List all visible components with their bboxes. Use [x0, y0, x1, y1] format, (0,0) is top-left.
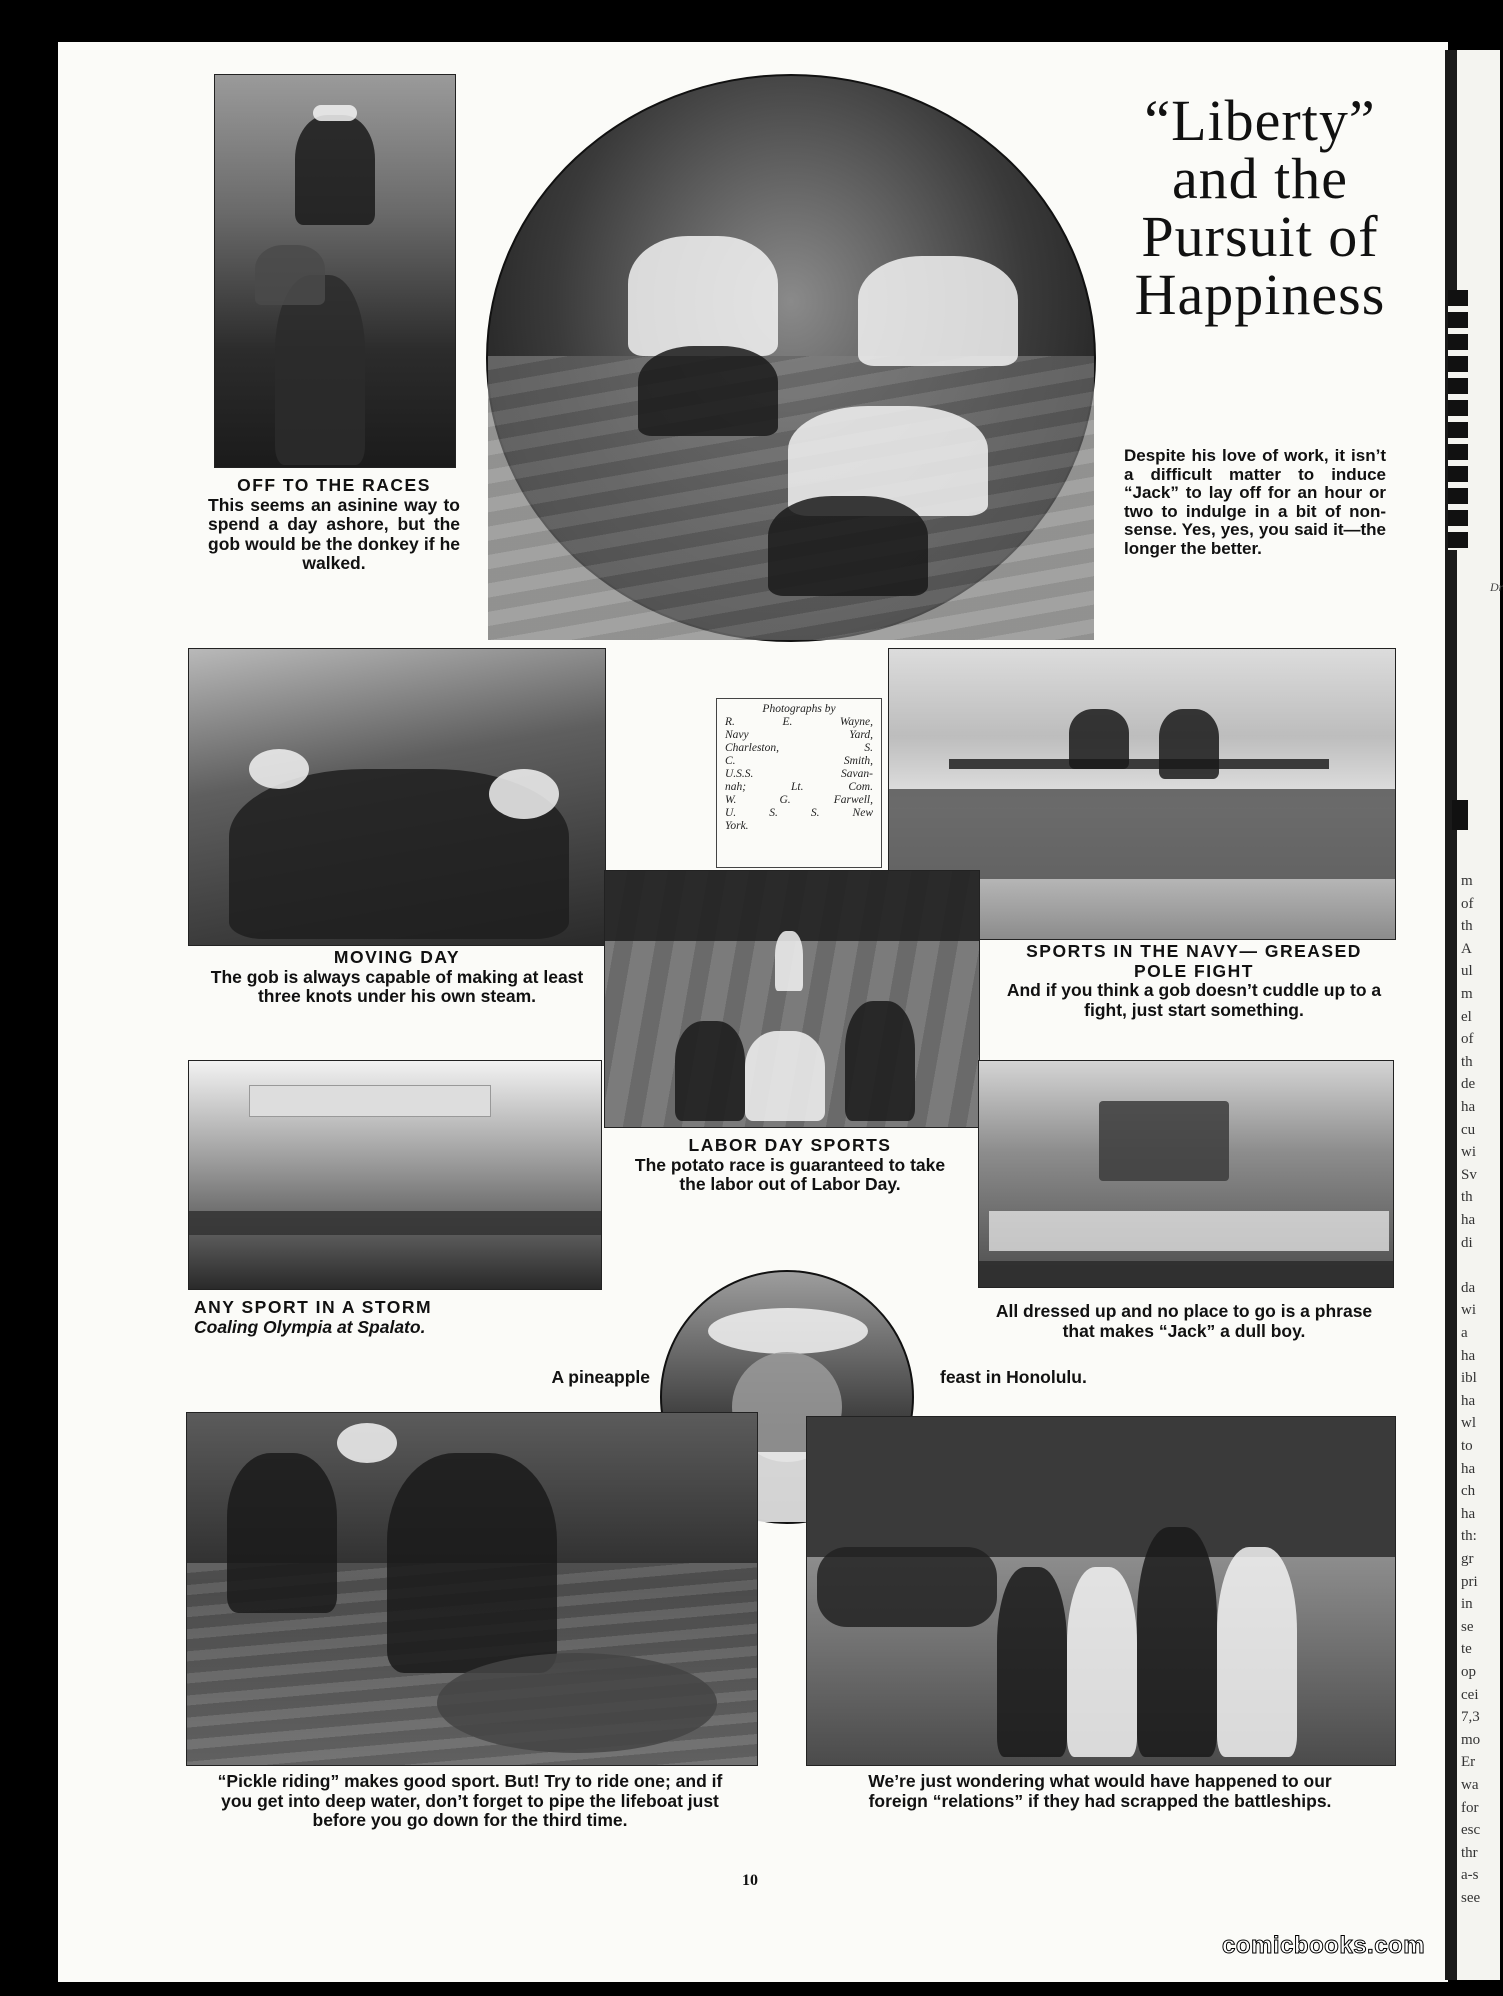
facing-page-fragment: wa: [1461, 1777, 1479, 1793]
facing-page-fragment: of: [1461, 1031, 1474, 1048]
photo-credits-text: [725, 703, 873, 833]
photo-credits-box: [716, 698, 882, 868]
facing-page-fragment: m: [1461, 873, 1473, 889]
caption-moving-day: [192, 948, 602, 1007]
facing-page-fragment: mo: [1461, 1731, 1481, 1748]
caption-body: The gob is always capable of making at least three knots under his own steam.: [210, 966, 584, 1006]
facing-page-fragment: se: [1461, 1618, 1474, 1635]
credit-line: Charleston, S.: [725, 742, 873, 754]
facing-page-fragment: op: [1461, 1664, 1476, 1680]
title-line-1: “Liberty”: [1144, 88, 1376, 153]
facing-page-fragment: ha: [1461, 1347, 1476, 1364]
site-watermark: comicbooks.com: [1222, 1932, 1426, 1959]
photo-labor-day-potato-race: [604, 870, 980, 1128]
facing-page-fragment: da: [1461, 1279, 1476, 1296]
caption-foreign-relations: We’re just wondering what would have happened to our foreign “relations” if they had scrapped the battleships.: [868, 1771, 1332, 1811]
facing-page-fragment: ha: [1461, 1460, 1476, 1477]
credit-line: Navy Yard,: [725, 729, 873, 741]
facing-page-fragment: in: [1461, 1596, 1473, 1613]
facing-page-label: Dr: [1490, 580, 1503, 594]
facing-page-fragment: m: [1461, 986, 1473, 1002]
caption-heading: MOVING DAY: [333, 947, 461, 967]
facing-page-fragment: to: [1461, 1438, 1473, 1454]
caption-labor-day-sports: [624, 1136, 956, 1195]
caption-heading: SPORTS IN THE NAVY— GREASED POLE FIGHT: [1026, 941, 1362, 981]
facing-page-fragment: cei: [1461, 1686, 1479, 1703]
page-number: 10: [742, 1872, 758, 1889]
facing-page-fragment: ha: [1461, 1392, 1476, 1409]
photo-sailor-on-donkey: [214, 74, 456, 468]
caption-heading: LABOR DAY SPORTS: [688, 1135, 892, 1155]
facing-page-fragment: ibl: [1461, 1370, 1477, 1387]
facing-page-fragment: th:: [1461, 1528, 1477, 1545]
credit-line: U. S. S. New: [725, 807, 873, 819]
facing-page-fragment: th: [1461, 918, 1473, 935]
facing-page-fragment: ha: [1461, 1099, 1476, 1115]
photo-coaling-olympia: [188, 1060, 602, 1290]
intro-paragraph: Despite his love of work, it isn’t a difficult matter to induce “Jack” to lay off for an hour or two to indulge in a bit of non-sense. Yes, yes, you said it—the longer the better.: [1124, 446, 1386, 558]
caption-any-sport-in-a-storm: [194, 1298, 564, 1337]
facing-page-fragment: Sv: [1461, 1166, 1477, 1183]
credit-line: W. G. Farwell,: [725, 794, 873, 806]
facing-page-fragment: di: [1461, 1234, 1473, 1251]
facing-page-fragment: esc: [1461, 1822, 1481, 1839]
caption-heading: ANY SPORT IN A STORM: [194, 1297, 433, 1317]
facing-page-fragment: ha: [1461, 1505, 1476, 1522]
caption-body: The potato race is guaranteed to take the labor out of Labor Day.: [634, 1154, 946, 1194]
facing-page-fragment: of: [1461, 895, 1474, 912]
caption-dressed-up: [980, 1302, 1388, 1341]
facing-page-fragment: wl: [1461, 1415, 1476, 1432]
facing-page-fragment: te: [1461, 1641, 1472, 1658]
facing-page-fragment: gr: [1461, 1551, 1474, 1567]
facing-page-fragment: ul: [1461, 963, 1473, 980]
facing-page-fragment: cu: [1461, 1121, 1476, 1138]
caption-body: All dressed up and no place to go is a phrase that makes “Jack” a dull boy.: [995, 1301, 1373, 1341]
caption-body: And if you think a gob doesn’t cuddle up to a fight, just start something.: [1006, 980, 1382, 1020]
photo-moving-day: [188, 648, 606, 946]
facing-page-fragment: de: [1461, 1076, 1476, 1093]
title-line-3: Pursuit of: [1141, 204, 1379, 269]
facing-page-fragment: A: [1461, 940, 1472, 957]
title-line-2: and the: [1171, 146, 1349, 211]
caption-body: Coaling Olympia at Spalato.: [194, 1316, 426, 1337]
caption-pickle-riding: “Pickle riding” makes good sport. But! Try to ride one; and if you get into deep water, don’t forget to pipe the lifeboat just before you go down for the third time.: [217, 1771, 723, 1830]
photo-dressed-sailors-submarines: [978, 1060, 1394, 1288]
facing-page-fragment: thr: [1461, 1844, 1478, 1861]
caption-pineapple-right: feast in Honolulu.: [940, 1367, 1087, 1387]
facing-page-fragment: for: [1461, 1799, 1479, 1816]
facing-page-illustration: [1448, 290, 1468, 550]
facing-page-fragment: wi: [1461, 1144, 1476, 1161]
facing-page-fragment: see: [1461, 1890, 1481, 1906]
caption-heading: OFF TO THE RACES: [237, 475, 431, 495]
facing-page-drop-cap: [1452, 800, 1468, 830]
caption-pineapple-left: A pineapple: [551, 1367, 650, 1387]
caption-greased-pole-fight: [1006, 942, 1382, 1020]
photo-pickle-riding: [186, 1412, 758, 1766]
facing-page-fragment: Er: [1461, 1754, 1476, 1771]
caption-off-to-the-races: [208, 476, 460, 574]
facing-page-fragment: ch: [1461, 1483, 1476, 1500]
facing-page-fragment: a-s: [1461, 1867, 1479, 1884]
title-line-4: Happiness: [1134, 262, 1386, 327]
photo-blindfold-race-circle: [486, 74, 1096, 642]
facing-page-fragment: pri: [1461, 1573, 1478, 1590]
facing-page-fragment: wi: [1461, 1302, 1476, 1319]
credit-line: U.S.S. Savan-: [725, 768, 873, 780]
photo-foreign-relations: [806, 1416, 1396, 1766]
facing-page-fragment: th: [1461, 1189, 1473, 1206]
caption-body: This seems an asinine way to spend a day ashore, but the gob would be the donkey if he walked.: [208, 494, 460, 573]
credit-line: nah; Lt. Com.: [725, 781, 873, 793]
facing-page-fragment: 7,3: [1461, 1709, 1480, 1726]
facing-page-fragment: th: [1461, 1053, 1473, 1070]
facing-page-fragment: a: [1461, 1325, 1468, 1341]
facing-page-fragment: el: [1461, 1008, 1472, 1025]
article-title: [1110, 88, 1410, 327]
credit-line: C. Smith,: [725, 755, 873, 767]
credit-line: R. E. Wayne,: [725, 716, 873, 728]
credit-line: York.: [725, 820, 749, 832]
credit-line: Photographs by: [762, 703, 836, 715]
facing-page-fragment: ha: [1461, 1212, 1476, 1228]
